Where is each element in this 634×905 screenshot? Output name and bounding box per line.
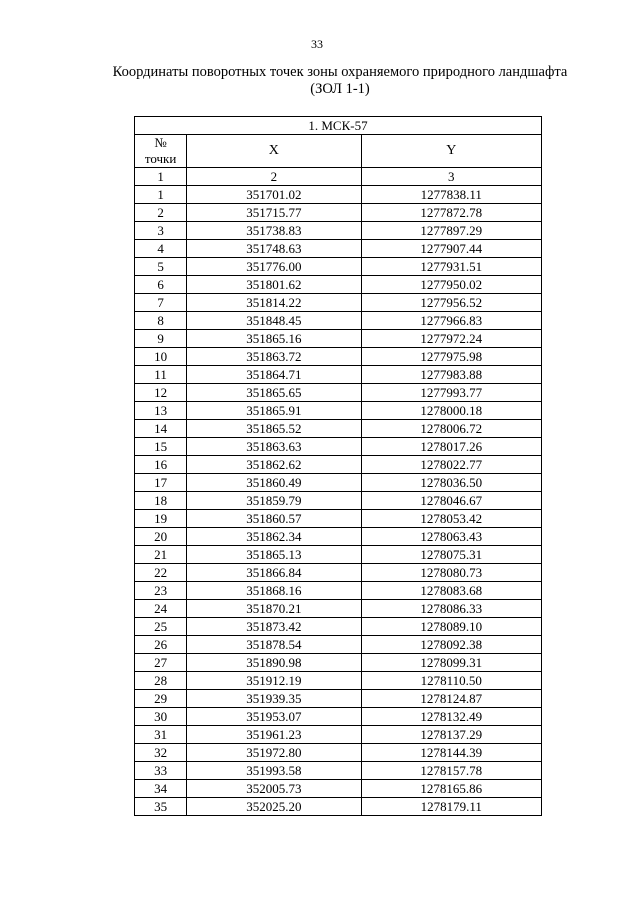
point-number-cell: 24 (135, 600, 187, 618)
x-coordinate-cell: 351961.23 (187, 726, 361, 744)
table-row (135, 402, 542, 420)
point-number-cell: 8 (135, 312, 187, 330)
document-title (80, 64, 600, 98)
point-number-cell: 14 (135, 420, 187, 438)
point-number-cell: 22 (135, 564, 187, 582)
y-coordinate-cell: 1278080.73 (361, 564, 541, 582)
x-coordinate-cell: 351738.83 (187, 222, 361, 240)
point-number-cell: 30 (135, 708, 187, 726)
table-row (135, 492, 542, 510)
y-coordinate-cell: 1278075.31 (361, 546, 541, 564)
x-coordinate-cell: 351865.16 (187, 330, 361, 348)
table-row (135, 780, 542, 798)
point-number-cell: 33 (135, 762, 187, 780)
point-number-cell: 10 (135, 348, 187, 366)
point-number-cell: 19 (135, 510, 187, 528)
x-coordinate-cell: 351912.19 (187, 672, 361, 690)
x-coordinate-cell: 351863.63 (187, 438, 361, 456)
table-row (135, 366, 542, 384)
x-coordinate-cell: 351862.62 (187, 456, 361, 474)
column-number-2: 2 (187, 168, 361, 186)
y-coordinate-cell: 1278144.39 (361, 744, 541, 762)
point-number-cell: 16 (135, 456, 187, 474)
table-row (135, 258, 542, 276)
y-coordinate-cell: 1277907.44 (361, 240, 541, 258)
y-coordinate-cell: 1278137.29 (361, 726, 541, 744)
x-coordinate-cell: 351862.34 (187, 528, 361, 546)
point-number-cell: 6 (135, 276, 187, 294)
point-number-cell: 26 (135, 636, 187, 654)
x-coordinate-cell: 351814.22 (187, 294, 361, 312)
title-line-2: (ЗОЛ 1-1) (310, 81, 370, 97)
table-row (135, 600, 542, 618)
y-coordinate-cell: 1277897.29 (361, 222, 541, 240)
y-coordinate-cell: 1278179.11 (361, 798, 541, 816)
y-coordinate-cell: 1278000.18 (361, 402, 541, 420)
table-row (135, 618, 542, 636)
column-number-3: 3 (361, 168, 541, 186)
x-coordinate-cell: 351776.00 (187, 258, 361, 276)
table-row (135, 186, 542, 204)
coordinates-table (134, 116, 542, 816)
point-number-cell: 31 (135, 726, 187, 744)
point-number-cell: 12 (135, 384, 187, 402)
x-coordinate-cell: 351865.52 (187, 420, 361, 438)
x-coordinate-cell: 351801.62 (187, 276, 361, 294)
x-coordinate-cell: 351972.80 (187, 744, 361, 762)
x-coordinate-cell: 351848.45 (187, 312, 361, 330)
y-coordinate-cell: 1277993.77 (361, 384, 541, 402)
y-coordinate-cell: 1278089.10 (361, 618, 541, 636)
table-row (135, 654, 542, 672)
point-number-cell: 34 (135, 780, 187, 798)
x-coordinate-cell: 351863.72 (187, 348, 361, 366)
x-coordinate-cell: 351865.91 (187, 402, 361, 420)
coordinate-system-row (135, 117, 542, 135)
table-row (135, 582, 542, 600)
point-number-cell: 35 (135, 798, 187, 816)
coordinates-table-body (135, 186, 542, 816)
title-line-1: Координаты поворотных точек зоны охраняемого природного ландшафта (112, 64, 568, 80)
table-row (135, 420, 542, 438)
x-coordinate-cell: 351864.71 (187, 366, 361, 384)
x-coordinate-cell: 351939.35 (187, 690, 361, 708)
point-number-header (135, 135, 187, 168)
x-coordinate-cell: 351868.16 (187, 582, 361, 600)
y-coordinate-cell: 1278157.78 (361, 762, 541, 780)
table-row (135, 456, 542, 474)
point-number-cell: 32 (135, 744, 187, 762)
y-coordinate-cell: 1278099.31 (361, 654, 541, 672)
y-coordinate-cell: 1278110.50 (361, 672, 541, 690)
y-coordinate-cell: 1278036.50 (361, 474, 541, 492)
table-row (135, 564, 542, 582)
point-number-cell: 25 (135, 618, 187, 636)
point-number-cell: 17 (135, 474, 187, 492)
point-number-cell: 3 (135, 222, 187, 240)
x-coordinate-cell: 351993.58 (187, 762, 361, 780)
x-coordinate-cell: 352005.73 (187, 780, 361, 798)
y-coordinate-cell: 1278165.86 (361, 780, 541, 798)
x-coordinate-cell: 352025.20 (187, 798, 361, 816)
point-number-cell: 27 (135, 654, 187, 672)
column-number-row (135, 168, 542, 186)
point-number-header-symbol: № (154, 135, 167, 150)
point-number-cell: 13 (135, 402, 187, 420)
table-row (135, 726, 542, 744)
coordinate-system-label: 1. МСК-57 (135, 117, 542, 135)
point-number-cell: 15 (135, 438, 187, 456)
point-number-cell: 11 (135, 366, 187, 384)
table-row (135, 276, 542, 294)
x-coordinate-cell: 351890.98 (187, 654, 361, 672)
x-coordinate-cell: 351860.49 (187, 474, 361, 492)
x-coordinate-cell: 351859.79 (187, 492, 361, 510)
y-header: Y (361, 135, 541, 168)
table-row (135, 798, 542, 816)
x-coordinate-cell: 351870.21 (187, 600, 361, 618)
column-header-row (135, 135, 542, 168)
x-coordinate-cell: 351748.63 (187, 240, 361, 258)
y-coordinate-cell: 1278132.49 (361, 708, 541, 726)
table-row (135, 330, 542, 348)
y-coordinate-cell: 1277956.52 (361, 294, 541, 312)
y-coordinate-cell: 1277972.24 (361, 330, 541, 348)
y-coordinate-cell: 1278046.67 (361, 492, 541, 510)
table-row (135, 222, 542, 240)
x-coordinate-cell: 351866.84 (187, 564, 361, 582)
column-number-1: 1 (135, 168, 187, 186)
point-number-cell: 4 (135, 240, 187, 258)
point-number-header-word: точки (144, 151, 177, 166)
point-number-cell: 2 (135, 204, 187, 222)
x-header: X (187, 135, 361, 168)
x-coordinate-cell: 351865.13 (187, 546, 361, 564)
y-coordinate-cell: 1277838.11 (361, 186, 541, 204)
table-row (135, 348, 542, 366)
y-coordinate-cell: 1278092.38 (361, 636, 541, 654)
x-coordinate-cell: 351865.65 (187, 384, 361, 402)
point-number-cell: 18 (135, 492, 187, 510)
table-row (135, 744, 542, 762)
point-number-cell: 5 (135, 258, 187, 276)
table-row (135, 708, 542, 726)
table-row (135, 294, 542, 312)
y-coordinate-cell: 1278063.43 (361, 528, 541, 546)
table-row (135, 510, 542, 528)
x-coordinate-cell: 351701.02 (187, 186, 361, 204)
table-row (135, 204, 542, 222)
point-number-cell: 28 (135, 672, 187, 690)
table-row (135, 438, 542, 456)
table-row (135, 240, 542, 258)
point-number-cell: 21 (135, 546, 187, 564)
y-coordinate-cell: 1277975.98 (361, 348, 541, 366)
y-coordinate-cell: 1278006.72 (361, 420, 541, 438)
y-coordinate-cell: 1277872.78 (361, 204, 541, 222)
x-coordinate-cell: 351873.42 (187, 618, 361, 636)
table-row (135, 636, 542, 654)
y-coordinate-cell: 1278017.26 (361, 438, 541, 456)
page-number: 33 (311, 37, 323, 51)
y-coordinate-cell: 1278083.68 (361, 582, 541, 600)
y-coordinate-cell: 1277966.83 (361, 312, 541, 330)
point-number-cell: 20 (135, 528, 187, 546)
point-number-cell: 29 (135, 690, 187, 708)
table-row (135, 384, 542, 402)
x-coordinate-cell: 351860.57 (187, 510, 361, 528)
y-coordinate-cell: 1278124.87 (361, 690, 541, 708)
table-row (135, 690, 542, 708)
table-row (135, 528, 542, 546)
table-row (135, 672, 542, 690)
x-coordinate-cell: 351953.07 (187, 708, 361, 726)
y-coordinate-cell: 1278086.33 (361, 600, 541, 618)
table-row (135, 312, 542, 330)
y-coordinate-cell: 1277950.02 (361, 276, 541, 294)
y-coordinate-cell: 1277983.88 (361, 366, 541, 384)
x-coordinate-cell: 351715.77 (187, 204, 361, 222)
y-coordinate-cell: 1278022.77 (361, 456, 541, 474)
table-row (135, 546, 542, 564)
point-number-cell: 9 (135, 330, 187, 348)
y-coordinate-cell: 1278053.42 (361, 510, 541, 528)
table-row (135, 474, 542, 492)
point-number-cell: 1 (135, 186, 187, 204)
x-coordinate-cell: 351878.54 (187, 636, 361, 654)
point-number-cell: 7 (135, 294, 187, 312)
point-number-cell: 23 (135, 582, 187, 600)
y-coordinate-cell: 1277931.51 (361, 258, 541, 276)
table-row (135, 762, 542, 780)
